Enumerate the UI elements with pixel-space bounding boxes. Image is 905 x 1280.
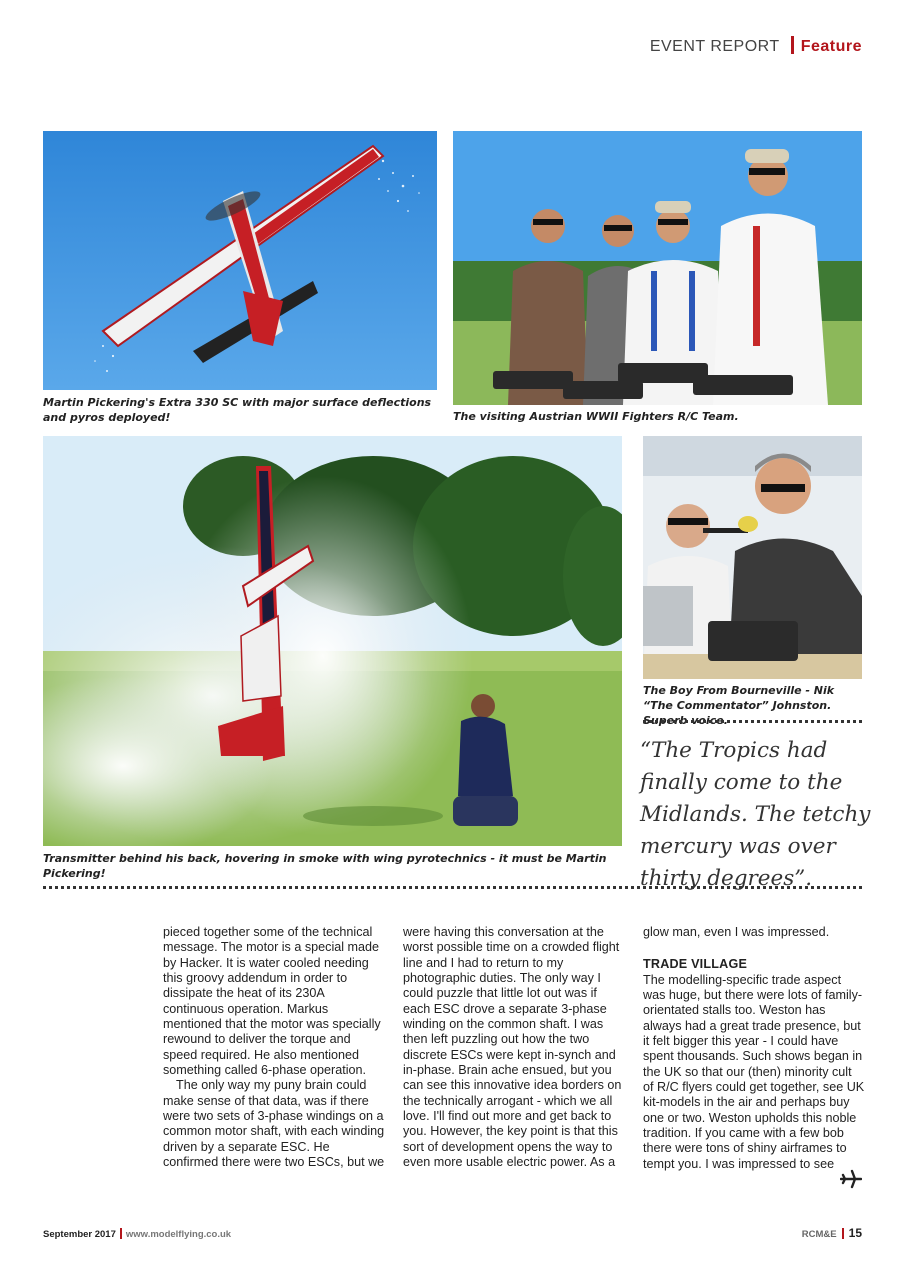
paragraph: The modelling-specific trade aspect was huge, but there were lots of family-orientated stalls too. Weston has always had a great trade presence, but it felt bigger this year - I could have spent thousands. Such shows began in the UK so that our (then) minority cult of R/C flyers could get together, see UK kit-models in the air and perhaps buy one or two. Weston upholds this noble tradition. If you came with a few bob there were tons of shiny airframes to tempt you. I was impressed to see	[643, 972, 865, 1171]
caption-extra-330: Martin Pickering's Extra 330 SC with major surface deflections and pyros deployed!	[43, 396, 432, 424]
running-header	[650, 36, 862, 56]
paragraph: glow man, even I was impressed.	[643, 925, 830, 939]
paragraph: pieced together some of the technical message. The motor is a special made by Hacker. It is water cooled needing this groovy addendum in order to dissipate the heat of its 230A continuous operation. Markus mentioned that the motor was specially rewound to deliver the torque and speed required. He also mentioned something called 6-phase operation.	[163, 925, 381, 1078]
footer-divider	[120, 1228, 122, 1239]
photo-commentator	[643, 436, 862, 679]
feature-tag: Feature	[800, 38, 862, 55]
photo-hover-smoke	[43, 436, 622, 846]
paragraph: The only way my puny brain could make sense of that data, was if there were two sets of 3-phase windings on a common motor shaft, with each winding driven by a separate ESC. He confirmed there were two ESCs, but we	[163, 1078, 385, 1170]
body-column-1	[163, 925, 385, 1171]
footer-divider	[842, 1228, 844, 1239]
page-number: 15	[848, 1226, 862, 1240]
website-url[interactable]: www.modelflying.co.uk	[125, 1229, 232, 1240]
paragraph: were having this conversation at the worst possible time on a crowded flight line and I had to return to my photographic duties. The only way I could puzzle that little lot out was if each ESC drove a separate 3-phase winding on the common shaft. I was then left puzzling out how the two discrete ESCs were kept in-synch and in-phase. Brain ache ensued, but you can see this innovative idea borders on the technically arrogant - which we all love. I'll find out more and get back to you. However, the key point is that this sort of development opens the way to even more usable electric power. As a	[403, 925, 622, 1170]
section-label: EVENT REPORT	[649, 38, 780, 55]
caption-austrian-team: The visiting Austrian WWII Fighters R/C Team.	[453, 410, 739, 423]
issue-date: September 2017	[43, 1229, 116, 1240]
footer-left	[43, 1228, 231, 1240]
footer-right	[802, 1226, 862, 1240]
continue-plane-icon	[840, 1168, 862, 1190]
pull-quote: “The Tropics had finally come to the Midlands. The tetchy mercury was over thirty degrees”.	[640, 738, 871, 891]
subheading: TRADE VILLAGE	[643, 957, 748, 972]
caption-hover-smoke: Transmitter behind his back, hovering in smoke with wing pyrotechnics - it must be Martin Pickering!	[43, 852, 607, 880]
magazine-name: RCM&E	[801, 1229, 837, 1240]
header-divider	[791, 36, 794, 54]
photo-austrian-team	[453, 131, 862, 405]
caption-commentator: The Boy From Bourneville - Nik “The Commentator” Johnston. Superb voice.	[643, 684, 835, 727]
photo-extra-330	[43, 131, 437, 390]
body-column-2	[403, 925, 625, 1171]
body-column-3	[643, 925, 865, 1172]
quote-divider	[643, 720, 862, 723]
